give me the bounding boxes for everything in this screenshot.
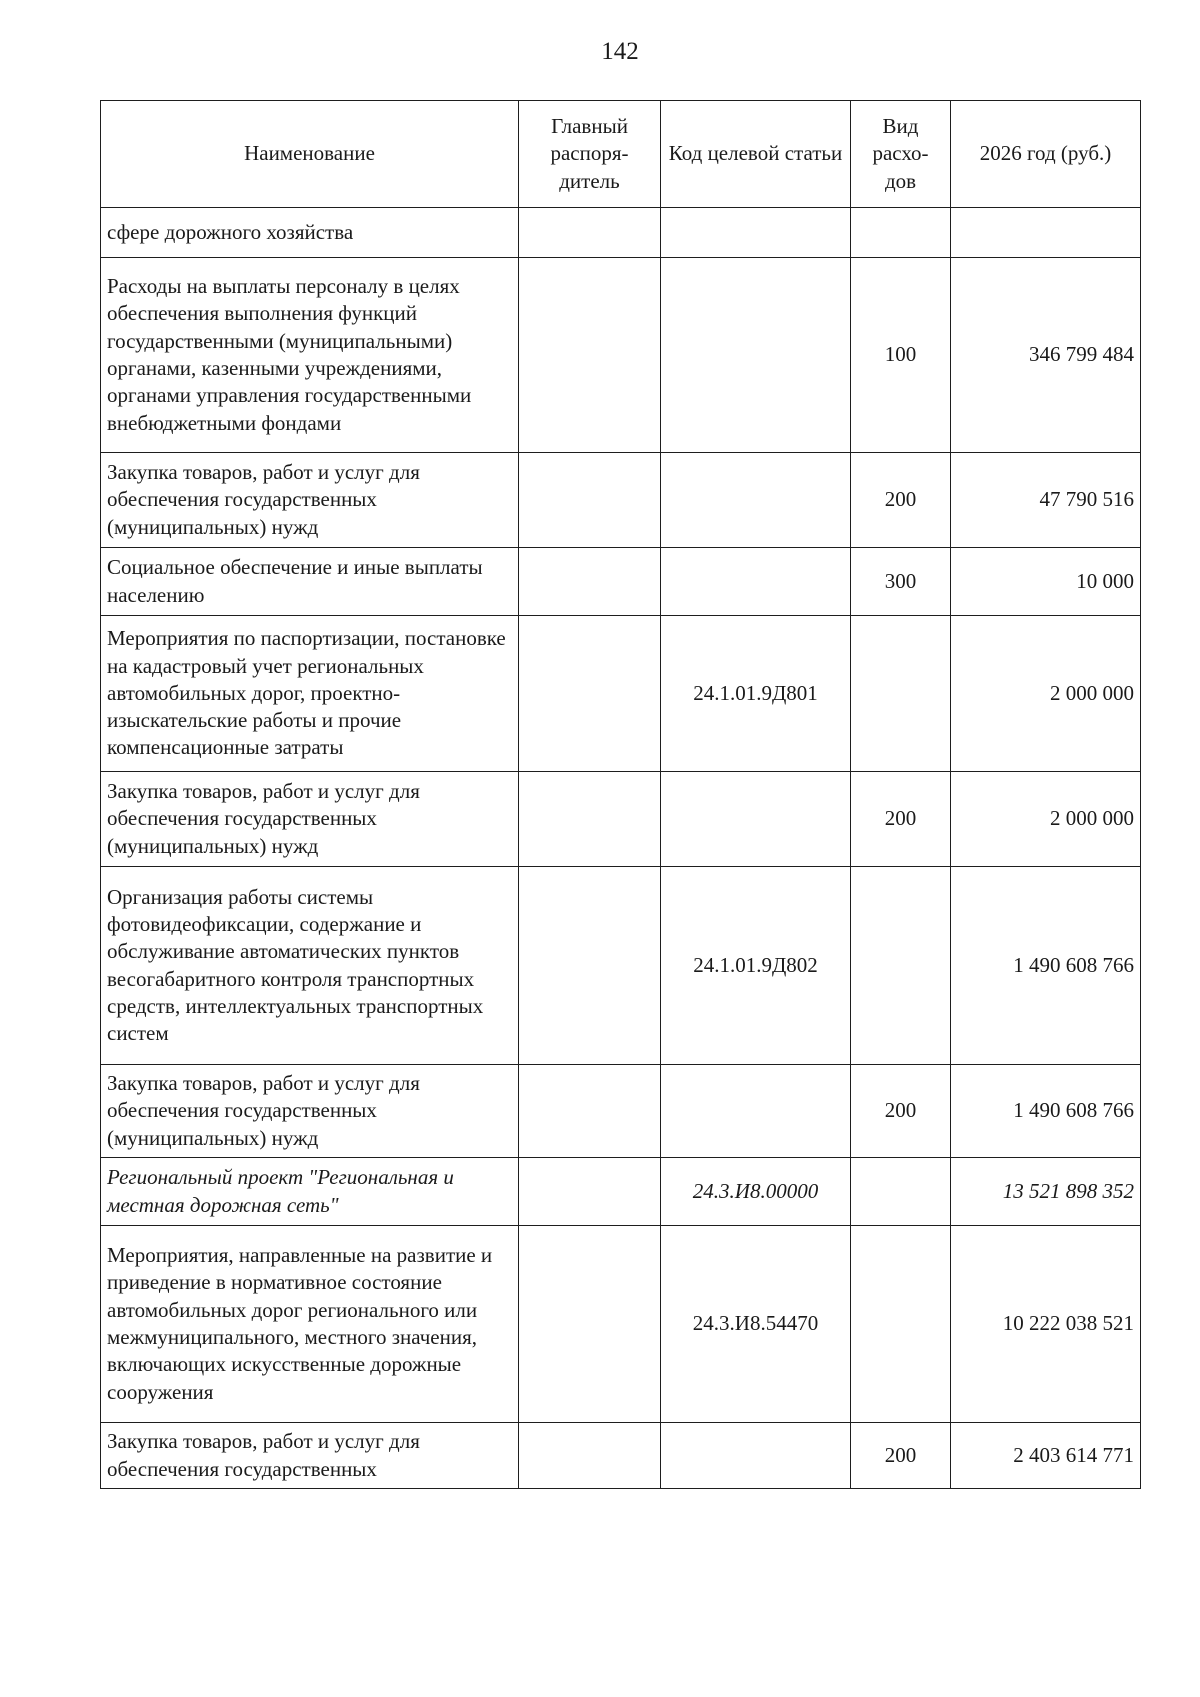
cell-main-manager — [519, 616, 661, 772]
cell-expense-type: 200 — [851, 453, 951, 548]
cell-name: Закупка товаров, работ и услуг для обеспечения государственных (муниципальных) нужд — [101, 772, 519, 867]
cell-expense-type: 100 — [851, 258, 951, 453]
cell-name: Мероприятия, направленные на развитие и приведение в нормативное состояние автомобильных дорог регионального или межмуниципального, местного значения, включающих искусственные дорожные сооружения — [101, 1226, 519, 1423]
cell-main-manager — [519, 1226, 661, 1423]
table-row — [101, 1158, 1141, 1226]
cell-target-code — [661, 1423, 851, 1489]
cell-main-manager — [519, 548, 661, 616]
header-name: Наименование — [101, 101, 519, 208]
cell-name: Организация работы системы фотовидеофиксации, содержание и обслуживание автоматических пунктов весогабаритного контроля транспортных средств, интеллектуальных транспортных систем — [101, 867, 519, 1065]
cell-target-code — [661, 258, 851, 453]
table-body — [101, 208, 1141, 1489]
table-row — [101, 772, 1141, 867]
cell-main-manager — [519, 1158, 661, 1226]
cell-amount: 1 490 608 766 — [951, 1065, 1141, 1158]
cell-expense-type — [851, 1226, 951, 1423]
table-header-row — [101, 101, 1141, 208]
table-row — [101, 1065, 1141, 1158]
cell-target-code — [661, 453, 851, 548]
cell-name: Мероприятия по паспортизации, постановке на кадастровый учет региональных автомобильных дорог, проектно-изыскательские работы и прочие компенсационные затраты — [101, 616, 519, 772]
cell-amount: 10 000 — [951, 548, 1141, 616]
table-row — [101, 258, 1141, 453]
cell-target-code — [661, 208, 851, 258]
cell-main-manager — [519, 772, 661, 867]
cell-amount: 2 000 000 — [951, 772, 1141, 867]
table-row — [101, 548, 1141, 616]
table-row — [101, 1226, 1141, 1423]
cell-main-manager — [519, 1065, 661, 1158]
cell-name: Социальное обеспечение и иные выплаты населению — [101, 548, 519, 616]
cell-expense-type — [851, 208, 951, 258]
cell-name: сфере дорожного хозяйства — [101, 208, 519, 258]
cell-target-code: 24.1.01.9Д802 — [661, 867, 851, 1065]
cell-target-code — [661, 548, 851, 616]
cell-main-manager — [519, 208, 661, 258]
table-row — [101, 1423, 1141, 1489]
cell-expense-type — [851, 867, 951, 1065]
cell-name: Закупка товаров, работ и услуг для обеспечения государственных — [101, 1423, 519, 1489]
cell-expense-type — [851, 1158, 951, 1226]
cell-main-manager — [519, 867, 661, 1065]
cell-amount: 1 490 608 766 — [951, 867, 1141, 1065]
table-row — [101, 616, 1141, 772]
header-year: 2026 год (руб.) — [951, 101, 1141, 208]
cell-amount: 2 000 000 — [951, 616, 1141, 772]
cell-target-code — [661, 772, 851, 867]
page-number: 142 — [601, 38, 639, 65]
cell-amount — [951, 208, 1141, 258]
table-row — [101, 208, 1141, 258]
cell-expense-type: 200 — [851, 1423, 951, 1489]
cell-main-manager — [519, 258, 661, 453]
cell-expense-type — [851, 616, 951, 772]
cell-target-code: 24.3.И8.54470 — [661, 1226, 851, 1423]
cell-target-code: 24.3.И8.00000 — [661, 1158, 851, 1226]
cell-amount: 13 521 898 352 — [951, 1158, 1141, 1226]
cell-expense-type: 200 — [851, 1065, 951, 1158]
cell-main-manager — [519, 1423, 661, 1489]
cell-amount: 10 222 038 521 — [951, 1226, 1141, 1423]
budget-table — [100, 100, 1141, 1489]
header-main-manager: Главный распоря-дитель — [519, 101, 661, 208]
cell-main-manager — [519, 453, 661, 548]
cell-expense-type: 300 — [851, 548, 951, 616]
cell-amount: 47 790 516 — [951, 453, 1141, 548]
table-row — [101, 867, 1141, 1065]
cell-name: Расходы на выплаты персоналу в целях обеспечения выполнения функций государственными (муниципальными) органами, казенными учреждениями, органами управления государственными внебюджетными фондами — [101, 258, 519, 453]
header-expense-type: Вид расхо-дов — [851, 101, 951, 208]
cell-amount: 2 403 614 771 — [951, 1423, 1141, 1489]
cell-name: Региональный проект "Региональная и местная дорожная сеть" — [101, 1158, 519, 1226]
cell-name: Закупка товаров, работ и услуг для обеспечения государственных (муниципальных) нужд — [101, 1065, 519, 1158]
cell-target-code — [661, 1065, 851, 1158]
cell-name: Закупка товаров, работ и услуг для обеспечения государственных (муниципальных) нужд — [101, 453, 519, 548]
cell-target-code: 24.1.01.9Д801 — [661, 616, 851, 772]
cell-amount: 346 799 484 — [951, 258, 1141, 453]
table-row — [101, 453, 1141, 548]
cell-expense-type: 200 — [851, 772, 951, 867]
header-target-code: Код целевой статьи — [661, 101, 851, 208]
